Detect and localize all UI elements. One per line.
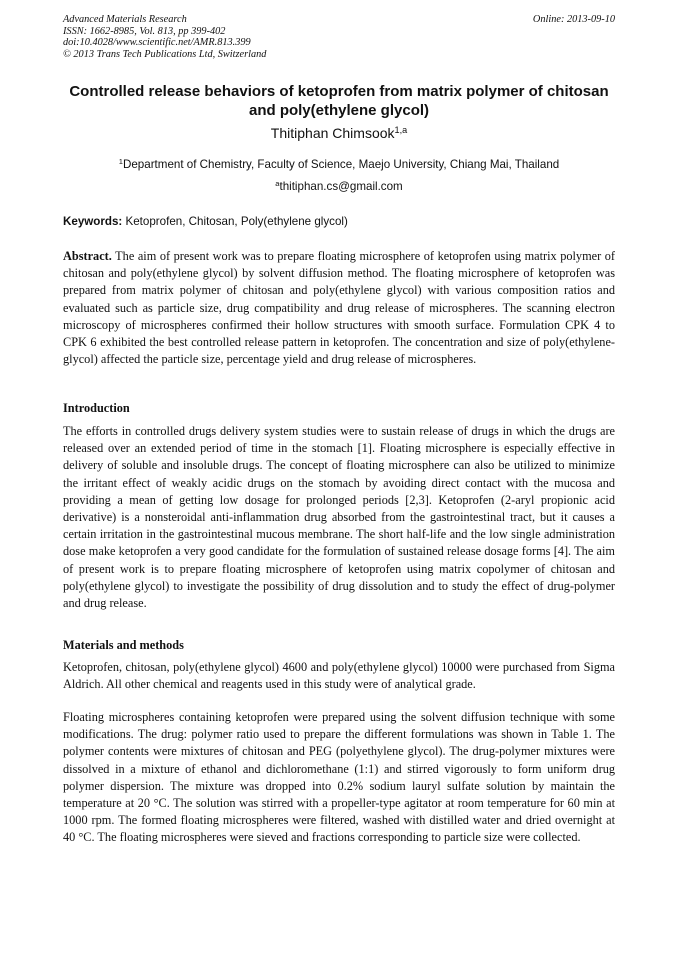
affiliation-text: Department of Chemistry, Faculty of Science, Maejo University, Chiang Mai, Thailand [122, 158, 560, 171]
introduction-heading: Introduction [63, 401, 130, 415]
online-date: Online: 2013-09-10 [532, 14, 615, 25]
keywords-text: Ketoprofen, Chitosan, Poly(ethylene glycol) [122, 215, 348, 228]
abstract [63, 248, 615, 368]
doi-line: doi:10.4028/www.scientific.net/AMR.813.399 [63, 37, 251, 49]
email-text: thitiphan.cs@gmail.com [279, 180, 403, 193]
methods-heading: Materials and methods [63, 638, 184, 652]
affiliation [63, 158, 615, 173]
keywords [63, 215, 615, 229]
introduction-text: The efforts in controlled drugs delivery system studies were to sustain release of drugs in which the drugs are released over an extended period of time in the stomach [1]. Floating microsphere is especially effective in delivery of soluble and insoluble drugs. The concept of floating microsphere can also be utilized to minimize the irritant effect of weakly acidic drugs on the stomach by avoiding direct contact with the mucosa and providing a mean of getting low dosage for prolonged periods [2,3]. Ketoprofen (2-aryl propionic acid derivative) is a nonsteroidal anti-inflammation drug absorbed from the gastrointestinal tract, but it causes a certain irritation in the gastrointestinal mucous membrane. The short half-life and the low single administration dose make ketoprofen a very good candidate for the formulation of sustained release dosage forms [4]. The aim of present work is to prepare floating microsphere of ketoprofen using matrix copolymer of chitosan and poly(ethylene glycol) to investigate the possibility of drug dissolution and to study the effect of drug-polymer and drug release. [63, 424, 615, 611]
email-mark: a [275, 178, 280, 188]
author-affiliation-mark: 1,a [394, 125, 408, 135]
author-name: Thitiphan Chimsook [270, 125, 395, 141]
journal-name: Advanced Materials Research [63, 14, 187, 25]
paper-title: Controlled release behaviors of ketoprofen from matrix polymer of chitosan and poly(ethylene glycol) [69, 83, 609, 119]
journal-header [63, 14, 615, 60]
affiliation-mark: 1 [118, 156, 123, 166]
author-line [63, 125, 615, 143]
author-email [63, 180, 615, 195]
issn-line: ISSN: 1662-8985, Vol. 813, pp 399-402 [63, 25, 226, 37]
abstract-text: The aim of present work was to prepare floating microsphere of ketoprofen using matrix polymer of chitosan and poly(ethylene glycol) by solvent diffusion method. The floating microsphere of ketoprofen was prepared from matrix polymer of chitosan and poly(ethylene glycol) with various composition ratios and evaluated such as particle size, drug compatibility and drug release of microspheres. The scanning electron microscopy of microspheres confirmed their hollow structures with smooth surface. Formulation CPK 4 to CPK 6 exhibited the best controlled release pattern in ketoprofen. The concentration and size of poly(ethylene- glycol) affected the particle size, percentage yield and drug release of microspheres. [63, 249, 615, 367]
keywords-label: Keywords: [63, 215, 123, 228]
methods-paragraph-1: Ketoprofen, chitosan, poly(ethylene glycol) 4600 and poly(ethylene glycol) 10000 were purchased from Sigma Aldrich. All other chemical and reagents used in this study were of analytical grade. [63, 660, 615, 692]
copyright-line: © 2013 Trans Tech Publications Ltd, Switzerland [63, 48, 267, 60]
abstract-label: Abstract. [63, 249, 112, 263]
methods-paragraph-2: Floating microspheres containing ketoprofen were prepared using the solvent diffusion technique with some modifications. The drug: polymer ratio used to prepare the different formulations was shown in Table 1. The polymer contents were mixtures of chitosan and PEG (polyethylene glycol). The drug-polymer mixtures were dissolved in a mixture of ethanol and dichloromethane (1:1) and stirred vigorously to form uniform drug polymer dispersion. The mixture was dropped into 0.2% sodium lauryl sulfate solution by maintain the temperature at 20 °C. The solution was stirred with a propeller-type agitator at room temperature for 60 min at 1000 rpm. The formed floating microspheres were filtered, washed with distilled water and dried overnight at 40 °C. The floating microspheres were sieved and fractions corresponding to particle size were collected. [63, 710, 615, 845]
